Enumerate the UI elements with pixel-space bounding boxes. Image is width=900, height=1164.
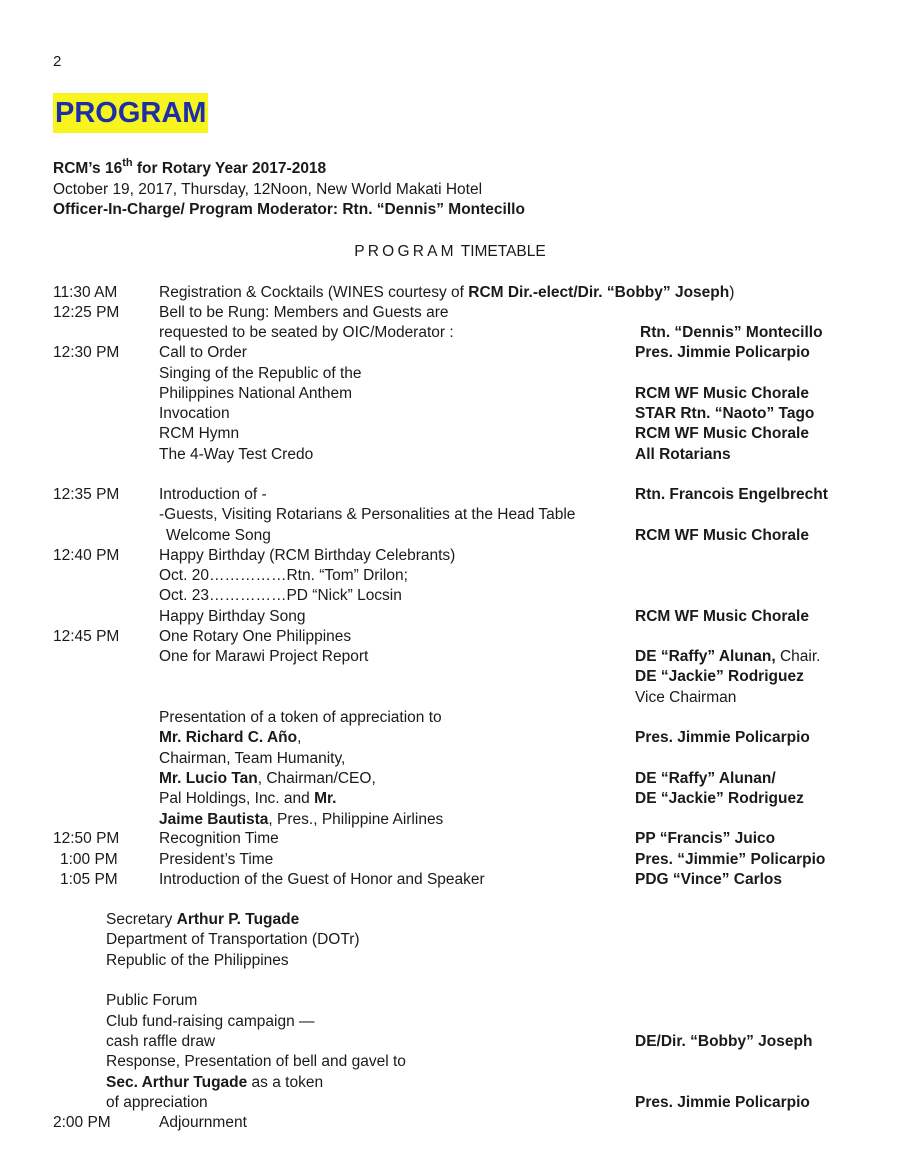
event-run: Department of Transportation (DOTr) xyxy=(106,931,360,948)
row-event xyxy=(159,749,345,769)
event-run: Introduction of - xyxy=(159,486,267,503)
timetable-row xyxy=(0,810,900,830)
event-run: The 4-Way Test Credo xyxy=(159,446,314,463)
person-run: Chair. xyxy=(775,648,821,665)
row-person: DE/Dir. “Bobby” Joseph xyxy=(635,1033,813,1050)
row-time: 12:30 PM xyxy=(53,344,120,361)
event-run: , Chairman/CEO, xyxy=(257,770,376,787)
row-event xyxy=(106,1012,315,1032)
event-date-venue: October 19, 2017, Thursday, 12Noon, New World Makati Hotel xyxy=(53,181,483,198)
event-run: Arthur P. Tugade xyxy=(176,911,300,928)
timetable-row xyxy=(0,769,900,789)
event-run: , xyxy=(297,729,302,746)
program-moderator: Officer-In-Charge/ Program Moderator: Rtn. “Dennis” Montecillo xyxy=(53,201,525,218)
timetable-row xyxy=(0,424,900,444)
event-title xyxy=(53,156,327,179)
row-event xyxy=(159,789,337,809)
row-time: 12:25 PM xyxy=(53,304,120,321)
row-event xyxy=(159,870,485,890)
event-run: Mr. xyxy=(314,790,337,807)
page-number: 2 xyxy=(53,53,62,70)
row-event xyxy=(159,607,305,627)
row-person: Pres. Jimmie Policarpio xyxy=(635,344,810,361)
timetable-row xyxy=(0,445,900,465)
event-title-superscript: th xyxy=(122,156,133,169)
event-run: Welcome Song xyxy=(166,527,271,544)
row-event xyxy=(159,769,376,789)
event-run: Adjournment xyxy=(159,1114,247,1131)
program-heading-wrap xyxy=(53,93,208,133)
timetable-row xyxy=(0,951,900,971)
timetable-row xyxy=(0,546,900,566)
timetable-row xyxy=(0,688,900,708)
timetable-row xyxy=(0,566,900,586)
row-person: PP “Francis” Juico xyxy=(635,830,776,847)
event-run: Call to Order xyxy=(159,344,247,361)
event-run: Singing of the Republic of the xyxy=(159,365,362,382)
row-time: 12:40 PM xyxy=(53,547,120,564)
timetable-row xyxy=(0,1012,900,1032)
event-run: Jaime Bautista xyxy=(159,811,269,828)
row-time: 12:35 PM xyxy=(53,486,120,503)
event-run: Secretary xyxy=(106,911,177,928)
event-run: -Guests, Visiting Rotarians & Personalities at the Head Table xyxy=(159,506,576,523)
row-time: 12:50 PM xyxy=(53,830,120,847)
row-person: Pres. Jimmie Policarpio xyxy=(635,1094,810,1111)
row-time: 1:05 PM xyxy=(60,871,118,888)
timetable-row xyxy=(0,667,900,687)
event-run: One Rotary One Philippines xyxy=(159,628,352,645)
event-run: Public Forum xyxy=(106,992,198,1009)
row-event xyxy=(159,829,279,849)
row-event xyxy=(106,951,289,971)
row-event xyxy=(166,526,271,546)
row-person: RCM WF Music Chorale xyxy=(635,527,809,544)
row-event xyxy=(159,810,443,830)
timetable-row xyxy=(0,728,900,748)
event-run: Invocation xyxy=(159,405,230,422)
program-heading: PROGRAM xyxy=(53,93,208,133)
event-run: Chairman, Team Humanity, xyxy=(159,750,346,767)
person-run: Vice Chairman xyxy=(635,689,737,706)
event-run: Response, Presentation of bell and gavel to xyxy=(106,1053,406,1070)
row-person xyxy=(635,688,736,708)
timetable-row xyxy=(0,1032,900,1052)
timetable-row xyxy=(0,1093,900,1113)
event-run: Bell to be Rung: Members and Guests are xyxy=(159,304,449,321)
timetable-row xyxy=(0,343,900,363)
row-person: DE “Jackie” Rodriguez xyxy=(635,790,804,807)
row-event xyxy=(159,445,313,465)
timetable-row xyxy=(0,607,900,627)
event-run: Philippines National Anthem xyxy=(159,385,353,402)
timetable-title xyxy=(0,242,900,262)
row-time: 2:00 PM xyxy=(53,1114,111,1131)
row-event xyxy=(159,404,230,424)
row-event xyxy=(159,485,267,505)
timetable-row xyxy=(0,526,900,546)
timetable-row xyxy=(0,1073,900,1093)
event-run: Presentation of a token of appreciation to xyxy=(159,709,442,726)
row-person: PDG “Vince” Carlos xyxy=(635,871,783,888)
timetable-row xyxy=(0,850,900,870)
timetable-row xyxy=(0,586,900,606)
row-event xyxy=(159,647,368,667)
event-run: Recognition Time xyxy=(159,830,279,847)
row-event xyxy=(106,1093,208,1113)
event-run: Happy Birthday Song xyxy=(159,608,306,625)
row-event xyxy=(159,566,408,586)
row-event xyxy=(159,283,734,303)
timetable-title-spaced: PROGRAM xyxy=(354,243,457,260)
event-run: ) xyxy=(729,284,735,301)
event-run: requested to be seated by OIC/Moderator : xyxy=(159,324,454,341)
event-run: Registration & Cocktails (WINES courtesy of xyxy=(159,284,469,301)
event-run: Introduction of the Guest of Honor and Speaker xyxy=(159,871,485,888)
row-event xyxy=(106,1052,406,1072)
timetable-row xyxy=(0,364,900,384)
event-title-suffix: for Rotary Year 2017-2018 xyxy=(132,160,327,177)
row-person: Rtn. Francois Engelbrecht xyxy=(635,486,828,503)
row-event xyxy=(159,424,239,444)
timetable-row xyxy=(0,930,900,950)
row-person: STAR Rtn. “Naoto” Tago xyxy=(635,405,815,422)
row-event xyxy=(159,850,273,870)
row-person: DE “Raffy” Alunan/ xyxy=(635,770,776,787)
timetable-row xyxy=(0,708,900,728)
row-person: RCM WF Music Chorale xyxy=(635,385,809,402)
row-event xyxy=(106,1073,323,1093)
timetable-row xyxy=(0,384,900,404)
event-run: Mr. Lucio Tan xyxy=(159,770,258,787)
row-person: RCM WF Music Chorale xyxy=(635,425,809,442)
row-event xyxy=(159,1113,247,1133)
event-run: President’s Time xyxy=(159,851,274,868)
row-event xyxy=(106,930,360,950)
event-run: cash raffle draw xyxy=(106,1033,216,1050)
row-time: 1:00 PM xyxy=(60,851,118,868)
event-run: of appreciation xyxy=(106,1094,208,1111)
timetable-row xyxy=(0,1052,900,1072)
timetable-row xyxy=(0,485,900,505)
timetable-row xyxy=(0,505,900,525)
timetable-row xyxy=(0,283,900,303)
event-run: Sec. Arthur Tugade xyxy=(106,1074,248,1091)
event-run: Mr. Richard C. Año xyxy=(159,729,298,746)
event-run: RCM Dir.-elect/Dir. “Bobby” Joseph xyxy=(468,284,730,301)
row-event xyxy=(159,505,575,525)
timetable-row xyxy=(0,870,900,890)
event-run: Pal Holdings, Inc. and xyxy=(159,790,315,807)
row-person: All Rotarians xyxy=(635,446,731,463)
event-run: Oct. 20……………Rtn. “Tom” Drilon; xyxy=(159,567,408,584)
row-event xyxy=(159,627,351,647)
timetable-row xyxy=(0,303,900,323)
timetable-row xyxy=(0,1113,900,1133)
event-run: as a token xyxy=(247,1074,324,1091)
row-event xyxy=(159,323,454,343)
timetable-title-rest: TIMETABLE xyxy=(460,243,546,260)
timetable-row xyxy=(0,627,900,647)
row-person: Pres. Jimmie Policarpio xyxy=(635,729,810,746)
event-run: Republic of the Philippines xyxy=(106,952,289,969)
event-title-prefix: RCM’s 16 xyxy=(53,160,123,177)
event-run: One for Marawi Project Report xyxy=(159,648,369,665)
person-run: DE “Raffy” Alunan, xyxy=(635,648,776,665)
row-event xyxy=(159,728,301,748)
row-event xyxy=(159,303,448,323)
row-event xyxy=(159,384,352,404)
row-event xyxy=(106,910,299,930)
row-person: RCM WF Music Chorale xyxy=(635,608,809,625)
timetable-row xyxy=(0,789,900,809)
event-run: Happy Birthday (RCM Birthday Celebrants) xyxy=(159,547,456,564)
row-person: DE “Jackie” Rodriguez xyxy=(635,668,804,685)
row-event xyxy=(159,586,402,606)
event-run: Club fund-raising campaign — xyxy=(106,1013,315,1030)
timetable-row xyxy=(0,323,900,343)
timetable-row xyxy=(0,991,900,1011)
row-person: Rtn. “Dennis” Montecillo xyxy=(640,324,823,341)
row-event xyxy=(159,364,362,384)
row-person: Pres. “Jimmie” Policarpio xyxy=(635,851,826,868)
row-time: 11:30 AM xyxy=(53,284,118,301)
event-run: , Pres., Philippine Airlines xyxy=(268,811,444,828)
row-event xyxy=(159,708,442,728)
event-run: RCM Hymn xyxy=(159,425,240,442)
timetable-row xyxy=(0,910,900,930)
timetable-row xyxy=(0,749,900,769)
row-event xyxy=(106,1032,215,1052)
event-run: Oct. 23……………PD “Nick” Locsin xyxy=(159,587,402,604)
row-event xyxy=(106,991,197,1011)
row-person xyxy=(635,647,820,667)
row-event xyxy=(159,343,247,363)
row-time: 12:45 PM xyxy=(53,628,120,645)
timetable-row xyxy=(0,647,900,667)
timetable-row xyxy=(0,829,900,849)
timetable-row xyxy=(0,404,900,424)
row-event xyxy=(159,546,455,566)
